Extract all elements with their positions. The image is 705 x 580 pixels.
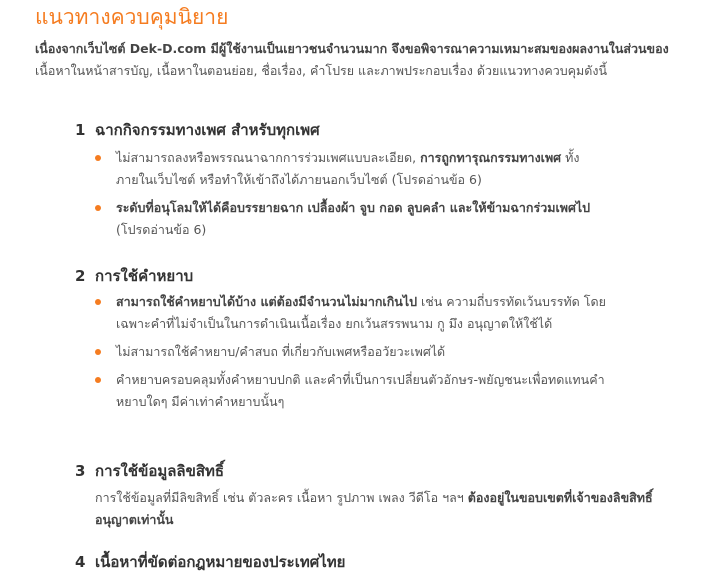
section-title: ฉากกิจกรรมทางเพศ สำหรับทุกเพศ [95,121,320,139]
list-item-bold-text: การถูกทารุณกรรมทางเพศ [420,150,562,165]
list-item-text: (โปรดอ่านข้อ 6) [116,222,207,237]
intro-bold-text: เนื่องจากเว็บไซต์ Dek-D.com มีผู้ใช้งานเป็นเยาวชนจำนวนมาก จึงขอพิจารณาความเหมาะสมของผลงานในส่วนของ [35,41,669,56]
section-number: 3 [75,462,86,480]
list-item-bold-text: ระดับที่อนุโลมให้ได้คือบรรยายฉาก เปลื้องผ้า จูบ กอด ลูบคลำ และให้ข้ามฉากร่วมเพศไป [116,200,591,215]
list-item [95,341,615,363]
list-item-text: คำหยาบครอบคลุมทั้งคำหยาบปกติ และคำที่เป็นการเปลี่ยนตัวอักษร-พยัญชนะเพื่อทดแทนคำหยาบใดๆ มีค่าเท่าคำหยาบนั้นๆ [116,372,605,409]
bullet-list [95,291,615,419]
paragraph-text: การใช้ข้อมูลที่มีลิขสิทธิ์ เช่น ตัวละคร เนื้อหา รูปภาพ เพลง วีดีโอ ฯลฯ [95,490,468,505]
section-heading [75,551,345,573]
intro-paragraph [35,38,685,82]
section-number: 2 [75,267,86,285]
list-item [95,197,615,241]
list-item-text: เช่น ความถี่บรรทัดเว้นบรรทัด โดยเฉพาะคำที่ไม่จำเป็นในการดำเนินเนื้อเรื่อง ยกเว้นสรรพนาม กู มึง อนุญาตให้ใช้ได้ [116,294,606,331]
list-item [95,291,615,335]
section-title: การใช้ข้อมูลลิขสิทธิ์ [95,462,225,480]
section-title: การใช้คำหยาบ [95,267,194,285]
list-item [95,369,615,413]
bullet-dot-icon [95,299,101,305]
section-number: 1 [75,121,86,139]
paragraph-bold-text: ต้องอยู่ในขอบเขตที่เจ้าของลิขสิทธิ์อนุญาตเท่านั้น [95,490,653,527]
section-heading [75,265,193,287]
section-number: 4 [75,553,86,571]
list-item-text: ไม่สามารถลงหรือพรรณนาฉากการร่วมเพศแบบละเอียด, [116,150,421,165]
list-item [95,147,615,191]
intro-text: เนื้อหาในหน้าสารบัญ, เนื้อหาในตอนย่อย, ชื่อเรื่อง, คำโปรย และภาพประกอบเรื่อง ด้วยแนวทางควบคุมดังนี้ [35,63,608,78]
list-item-bold-text: สามารถใช้คำหยาบได้บ้าง แต่ต้องมีจำนวนไม่มากเกินไป [116,294,418,309]
list-item-text: ทั้งภายในเว็บไซต์ หรือทำให้เข้าถึงได้ภายนอกเว็บไซต์ (โปรดอ่านข้อ 6) [116,150,580,187]
bullet-dot-icon [95,205,101,211]
section-heading [75,460,224,482]
section-heading [75,119,320,141]
page-title: แนวทางควบคุมนิยาย [35,5,229,29]
bullet-dot-icon [95,349,101,355]
list-item-text: ไม่สามารถใช้คำหยาบ/คำสบถ ที่เกี่ยวกับเพศหรืออวัยวะเพศได้ [116,344,446,359]
section-title: เนื้อหาที่ขัดต่อกฎหมายของประเทศไทย [95,553,346,571]
bullet-dot-icon [95,377,101,383]
section-paragraph [95,487,655,531]
bullet-list [95,147,615,247]
bullet-dot-icon [95,155,101,161]
